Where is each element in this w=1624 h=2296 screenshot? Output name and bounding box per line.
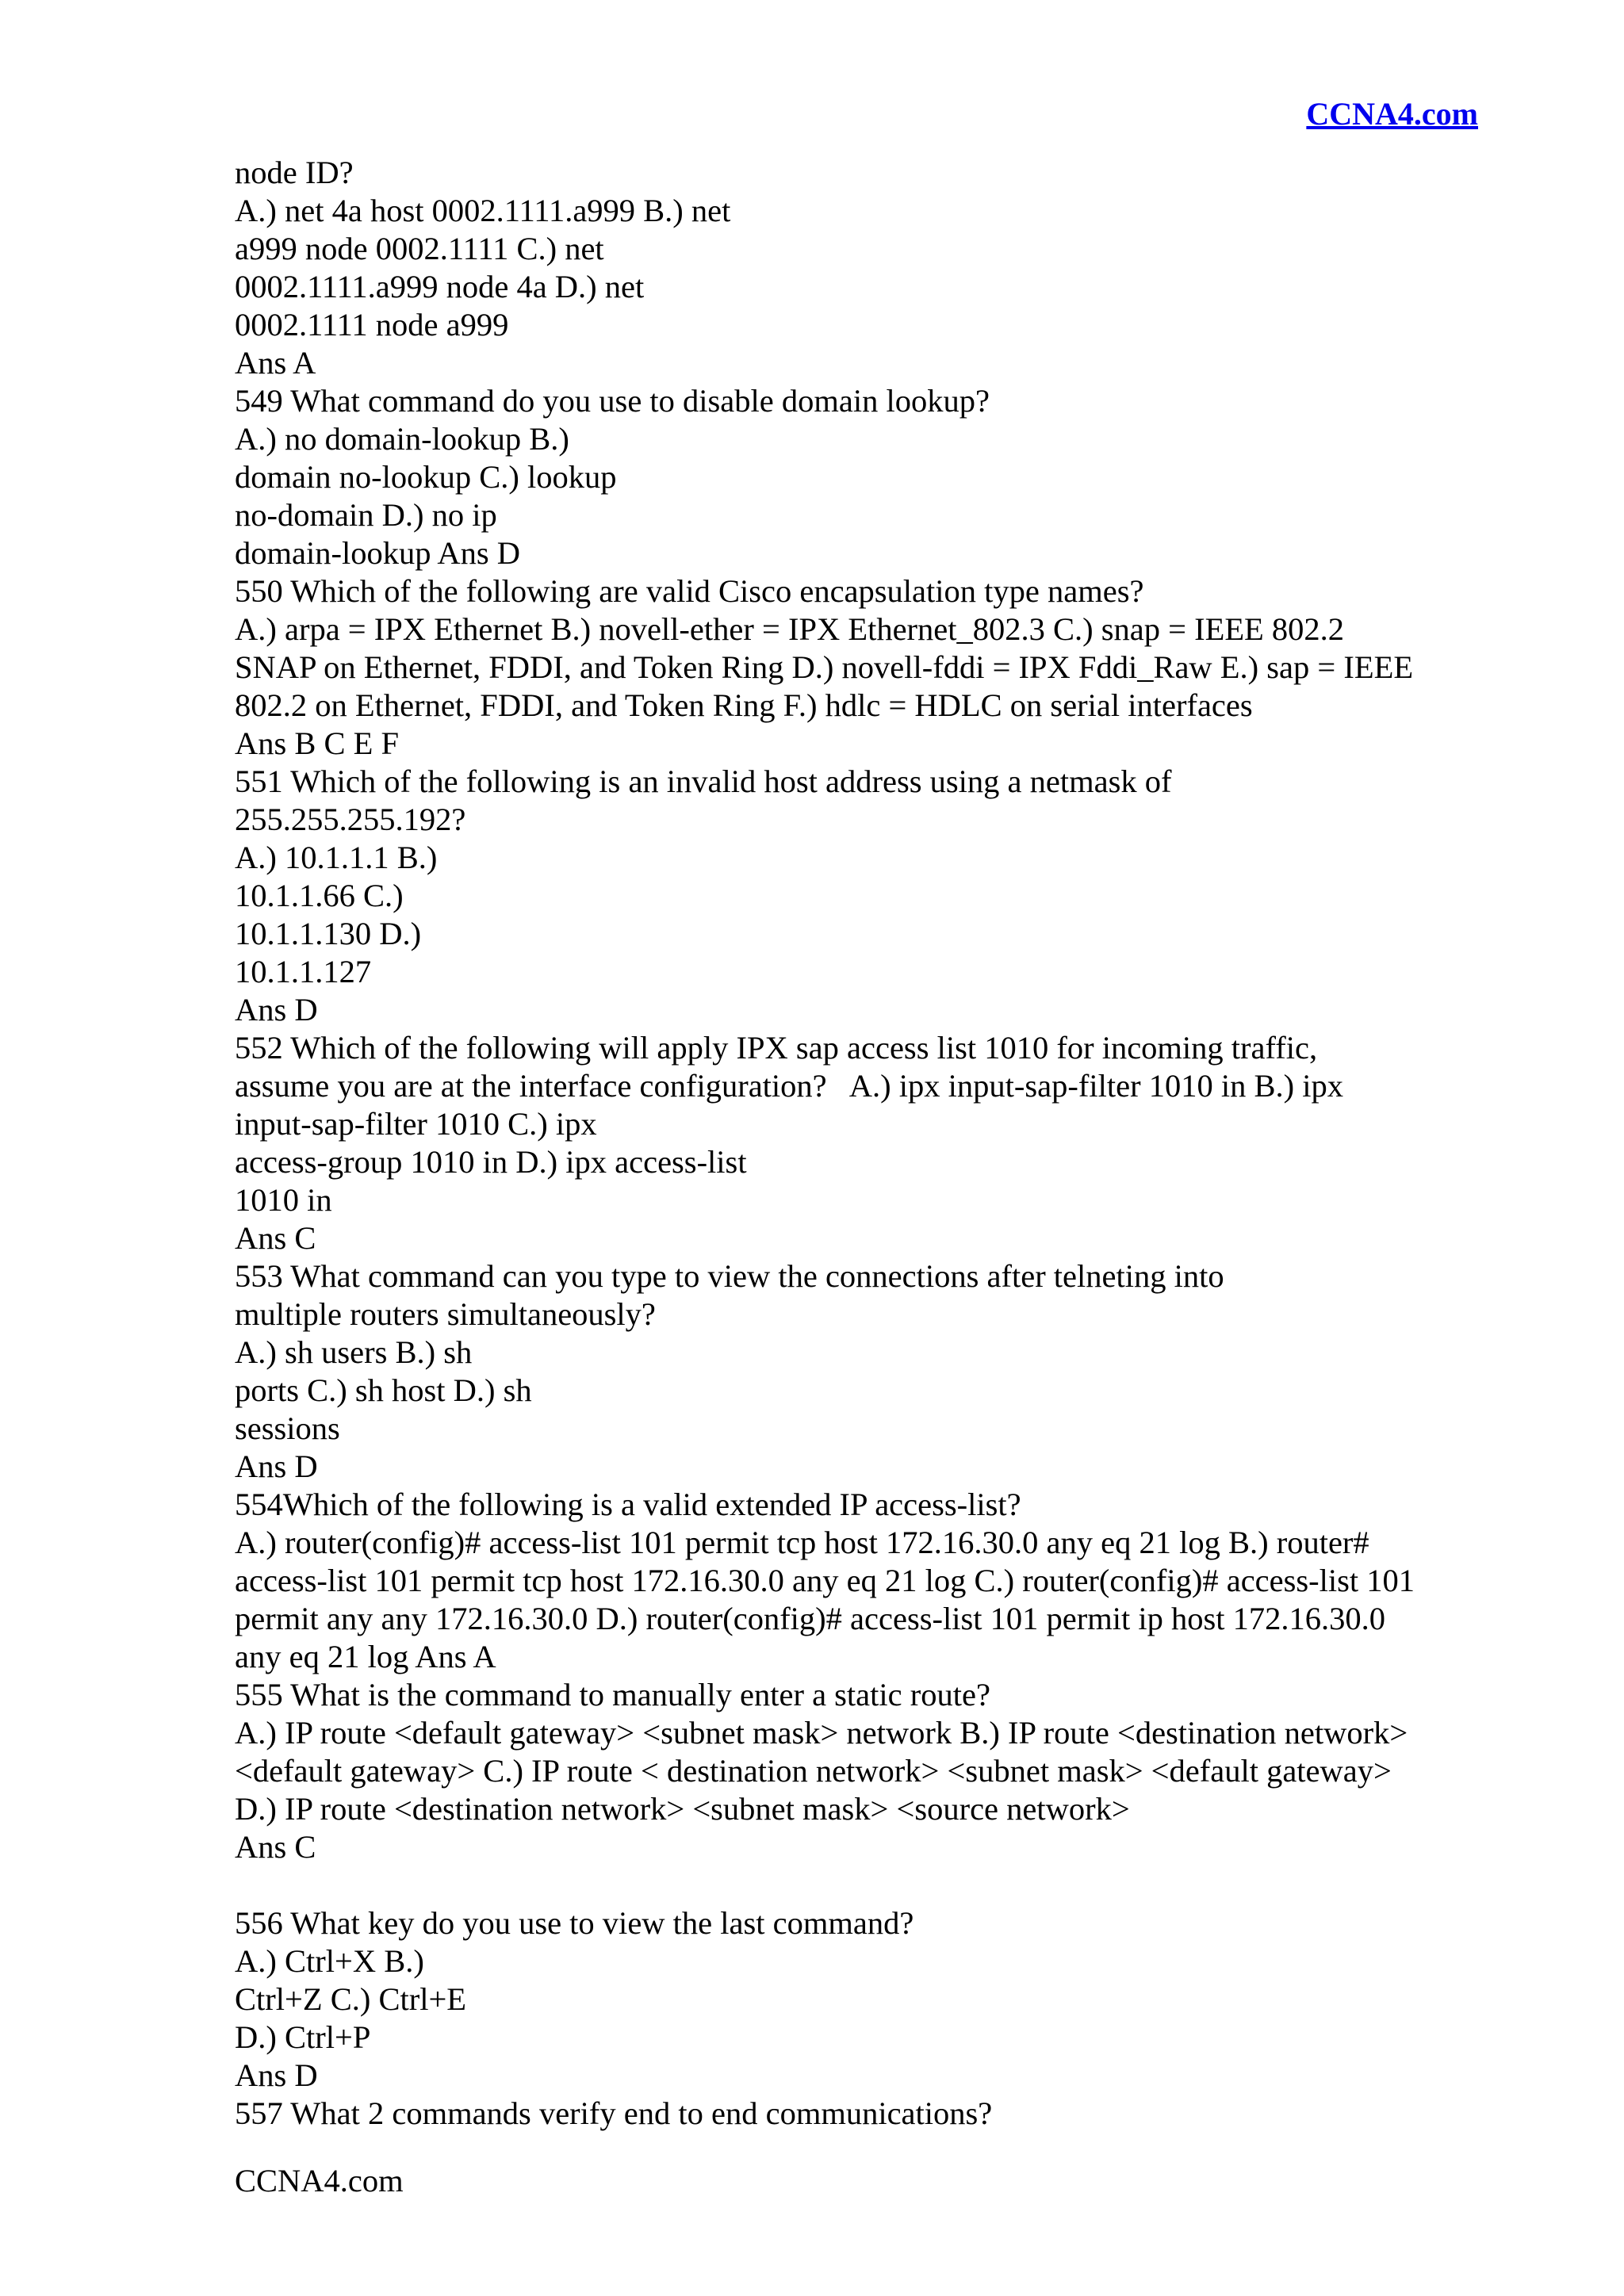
document-line: A.) arpa = IPX Ethernet B.) novell-ether = IPX Ethernet_802.3 C.) snap = IEEE 802.2: [235, 611, 1345, 647]
document-line: 557 What 2 commands verify end to end communications?: [235, 2095, 993, 2131]
document-line: domain no-lookup C.) lookup: [235, 459, 617, 495]
document-line: no-domain D.) no ip: [235, 497, 497, 533]
document-line: <default gateway> C.) IP route < destination network> <subnet mask> <default gateway>: [235, 1753, 1392, 1789]
document-line: a999 node 0002.1111 C.) net: [235, 231, 604, 266]
document-body: [235, 154, 1519, 2133]
document-line: 554Which of the following is a valid extended IP access-list?: [235, 1487, 1021, 1522]
document-line: Ans B C E F: [235, 725, 400, 761]
document-line: A.) sh users B.) sh: [235, 1334, 473, 1370]
document-line: 10.1.1.130 D.): [235, 916, 422, 951]
document-line: access-list 101 permit tcp host 172.16.30.0 any eq 21 log C.) router(config)# access-list 101: [235, 1563, 1415, 1598]
document-line: 553 What command can you type to view the connections after telneting into: [235, 1258, 1224, 1294]
document-line: D.) IP route <destination network> <subnet mask> <source network>: [235, 1791, 1130, 1827]
document-line: 555 What is the command to manually enter a static route?: [235, 1677, 990, 1712]
document-line: A.) IP route <default gateway> <subnet mask> network B.) IP route <destination network>: [235, 1715, 1408, 1751]
document-line: Ans D: [235, 1448, 318, 1484]
document-line: A.) net 4a host 0002.1111.a999 B.) net: [235, 193, 731, 228]
document-line: A.) Ctrl+X B.): [235, 1943, 424, 1979]
document-line: Ans D: [235, 992, 318, 1027]
document-line: 255.255.255.192?: [235, 802, 466, 837]
document-line: input-sap-filter 1010 C.) ipx: [235, 1106, 597, 1142]
header-site-link[interactable]: CCNA4.com: [1306, 96, 1478, 132]
document-line: 556 What key do you use to view the last command?: [235, 1905, 914, 1941]
document-line: Ans A: [235, 345, 316, 381]
footer-site-text: CCNA4.com: [235, 2163, 404, 2198]
document-line: 802.2 on Ethernet, FDDI, and Token Ring F.) hdlc = HDLC on serial interfaces: [235, 687, 1253, 723]
document-line: 551 Which of the following is an invalid host address using a netmask of: [235, 763, 1172, 799]
document-line: SNAP on Ethernet, FDDI, and Token Ring D.) novell-fddi = IPX Fddi_Raw E.) sap = IEEE: [235, 649, 1414, 685]
document-line: 0002.1111 node a999: [235, 307, 509, 342]
document-line: 549 What command do you use to disable domain lookup?: [235, 383, 990, 419]
document-line: any eq 21 log Ans A: [235, 1639, 496, 1674]
document-line: 10.1.1.66 C.): [235, 878, 404, 913]
blank-line: [235, 1866, 1519, 1904]
document-line: 552 Which of the following will apply IPX sap access list 1010 for incoming traffic,: [235, 1030, 1318, 1066]
document-line: A.) router(config)# access-list 101 permit tcp host 172.16.30.0 any eq 21 log B.) router#: [235, 1525, 1369, 1560]
document-line: ports C.) sh host D.) sh: [235, 1372, 532, 1408]
document-line: A.) 10.1.1.1 B.): [235, 840, 438, 875]
document-line: D.) Ctrl+P: [235, 2019, 371, 2055]
document-line: A.) no domain-lookup B.): [235, 421, 569, 457]
document-line: Ctrl+Z C.) Ctrl+E: [235, 1981, 467, 2017]
document-line: Ans C: [235, 1829, 316, 1865]
document-line: access-group 1010 in D.) ipx access-list: [235, 1144, 747, 1180]
document-line: permit any any 172.16.30.0 D.) router(config)# access-list 101 permit ip host 172.16.30.0: [235, 1601, 1385, 1636]
document-line: 550 Which of the following are valid Cisco encapsulation type names?: [235, 573, 1144, 609]
document-line: domain-lookup Ans D: [235, 535, 520, 571]
document-line: multiple routers simultaneously?: [235, 1296, 656, 1332]
document-line: 0002.1111.a999 node 4a D.) net: [235, 269, 645, 304]
document-line: Ans D: [235, 2057, 318, 2093]
document-line: assume you are at the interface configuration? A.) ipx input-sap-filter 1010 in B.) ipx: [235, 1068, 1343, 1104]
document-line: 10.1.1.127: [235, 954, 372, 989]
document-line: sessions: [235, 1410, 340, 1446]
document-line: node ID?: [235, 155, 354, 190]
document-line: Ans C: [235, 1220, 316, 1256]
document-line: 1010 in: [235, 1182, 332, 1218]
